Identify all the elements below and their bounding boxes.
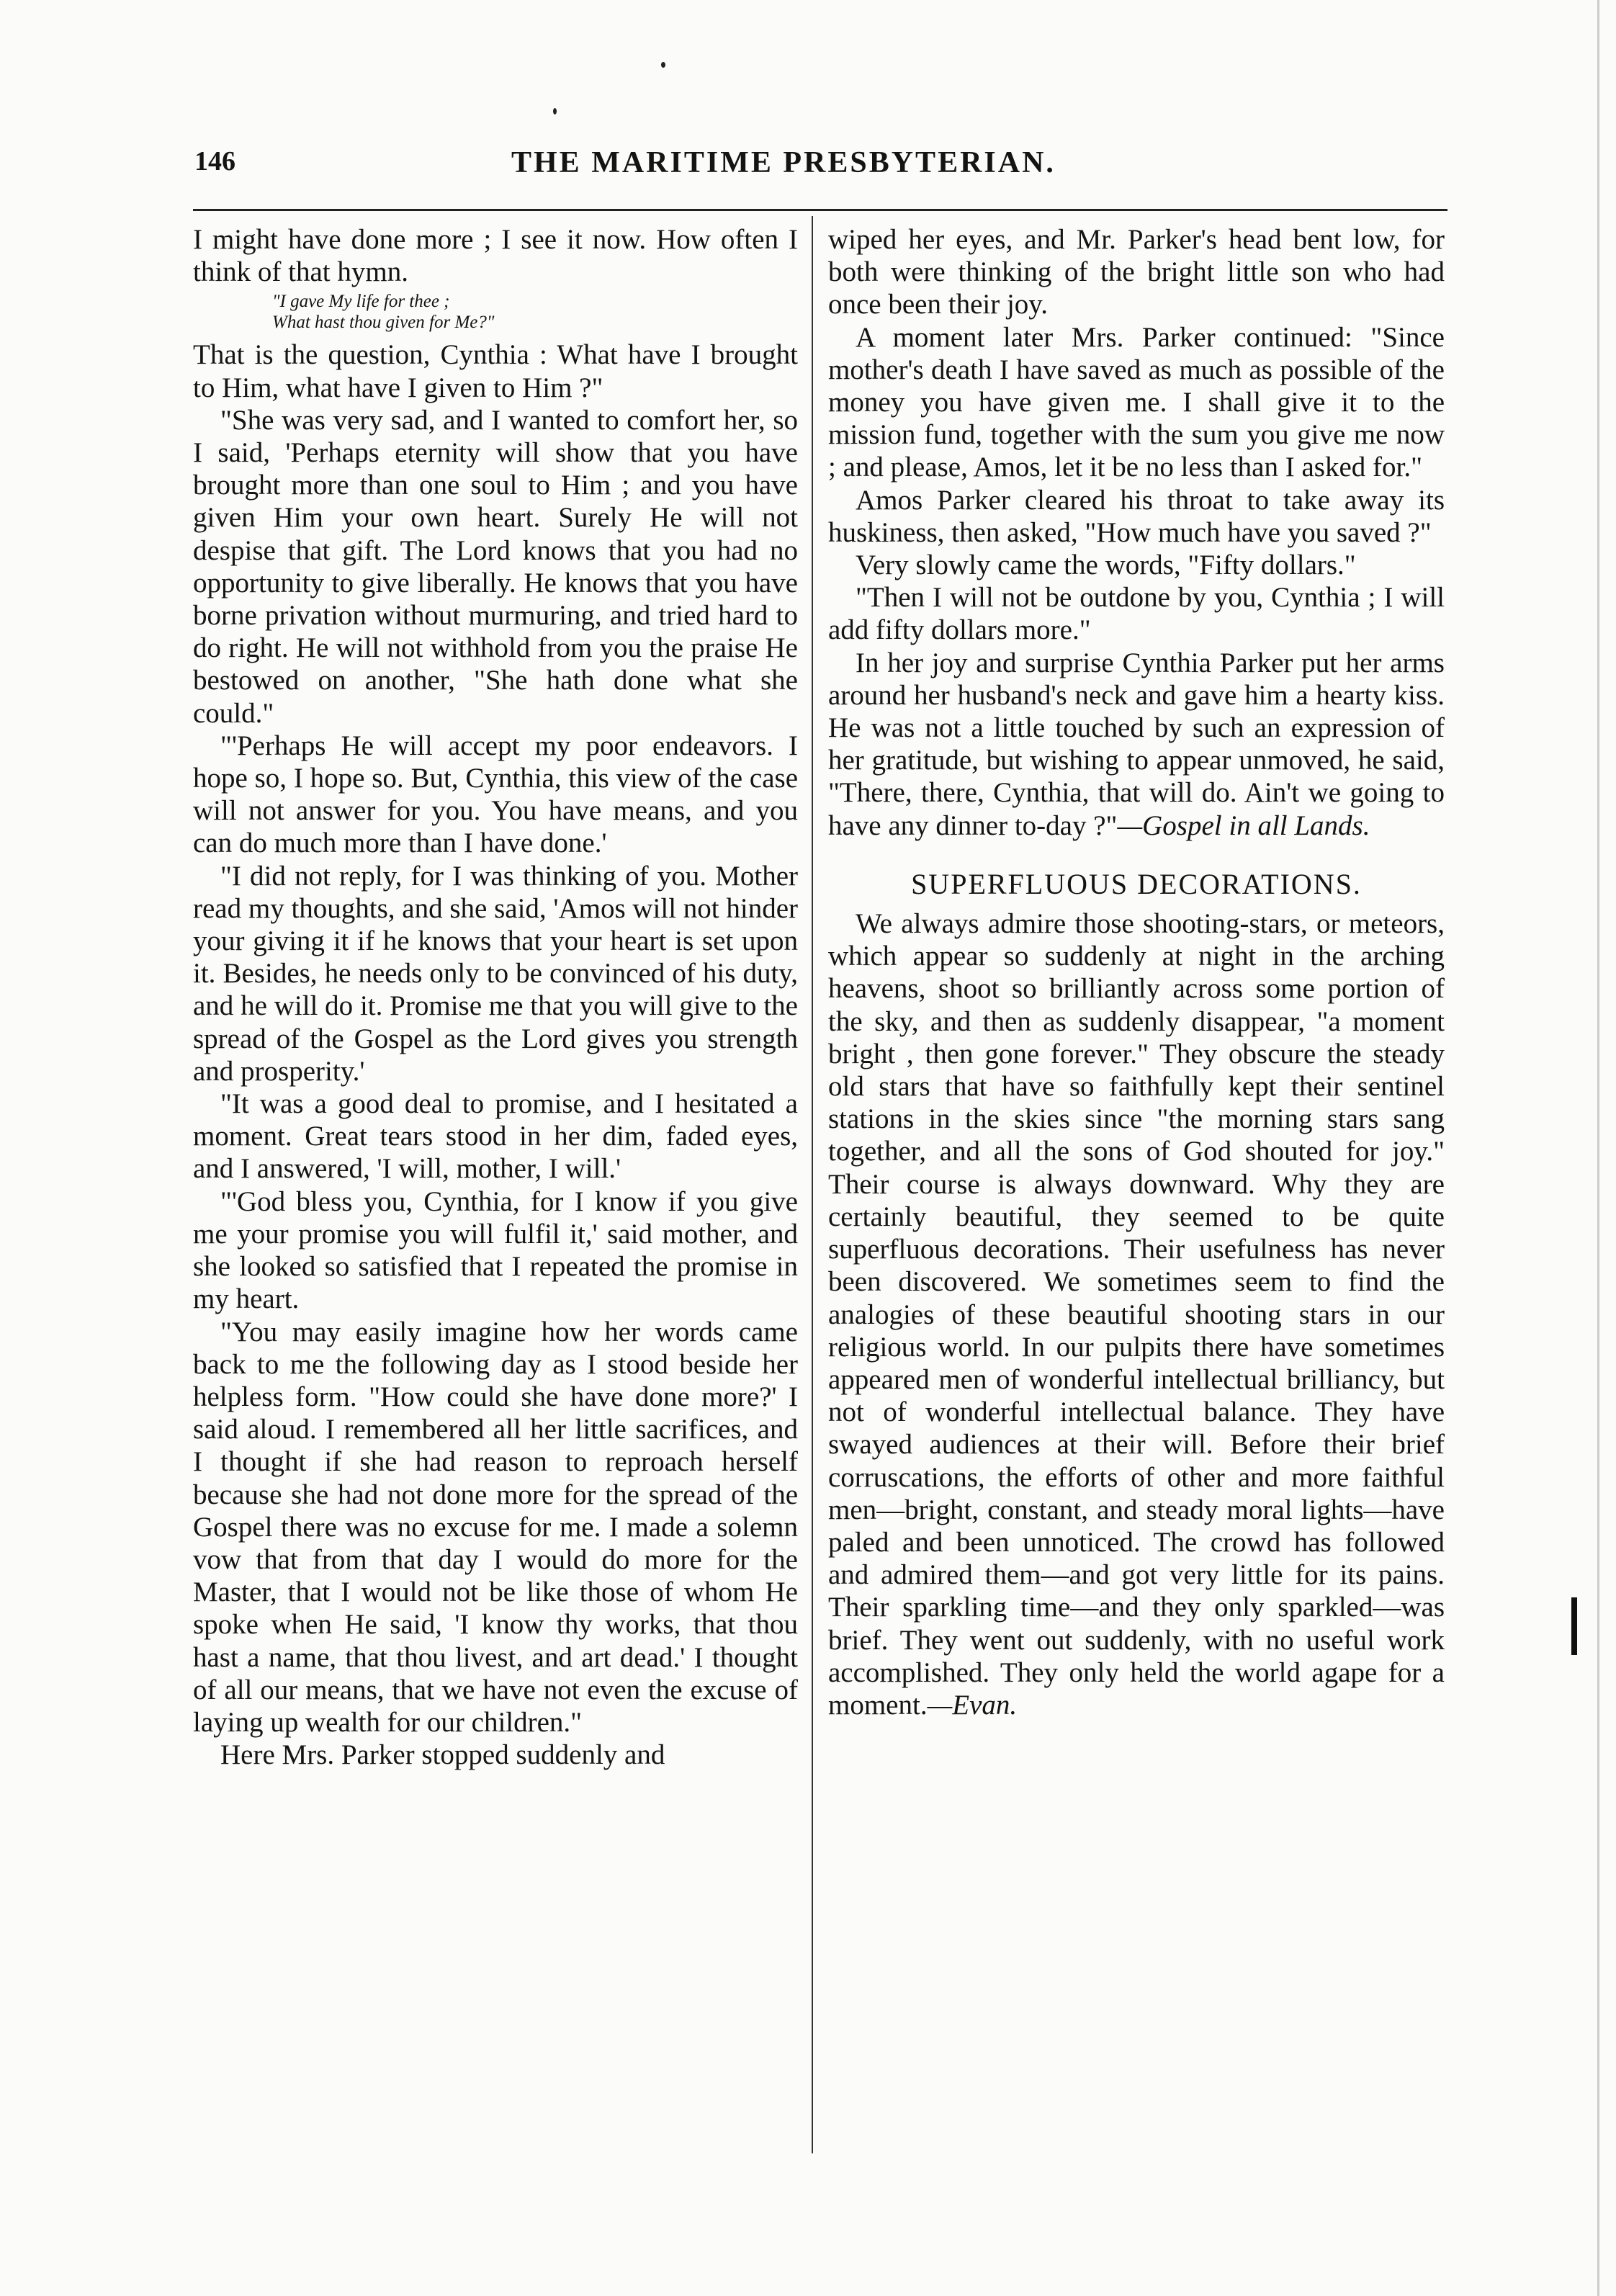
paragraph (828, 647, 1445, 842)
running-title: THE MARITIME PRESBYTERIAN. (511, 146, 1056, 179)
hymn-quote (272, 291, 798, 333)
paragraph: "It was a good deal to promise, and I hesitated a moment. Great tears stood in her dim, faded eyes, and I answered, 'I will, mother, I will.' (193, 1088, 798, 1185)
paragraph-text: We always admire those shooting-stars, or meteors, which appear so suddenly at night in the arching heavens, shoot so brilliantly across some portion of the sky, and then as suddenly disappear, "a moment bright , then gone forever." They obscure the steady old stars that have so faithfully kept their sentinel stations in the skies since "the morning stars sang together, and all the sons of God shouted for joy." Their course is always downward. Why they are certainly beautiful, they seemed to be quite superfluous decorations. Their usefulness has never been discovered. We sometimes seem to find the analogies of these beautiful shooting stars in our religious world. In our pulpits there have sometimes appeared men of wonderful intellectual brilliancy, but not of wonderful intellectual balance. They have swayed audiences at their will. Before their brief corruscations, the efforts of other and more faithful men—bright, constant, and steady moral lights—have paled and been unnoticed. The crowd has followed and admired them—and got very little for its pains. Their sparkling time—and they only sparkled—was brief. They went out suddenly, with no useful work accomplished. They only held the world agape for a moment. (828, 908, 1445, 1721)
paragraph: "Then I will not be outdone by you, Cynthia ; I will add fifty dollars more." (828, 582, 1445, 646)
paragraph: "You may easily imagine how her words came back to me the following day as I stood beside her helpless form. "How could she have done more?' I said aloud. I remembered all her little sacrifices, and I thought if she had reason to reproach herself because she had not done more for the spread of the Gospel there was no excuse for me. I made a solemn vow that from that day I would do more for the Master, that I would not be like those of whom He spoke when He said, 'I know thy works, that thou hast a name, that thou livest, and art dead.' I thought of all our means, that we have not even the excuse of laying up wealth for our children." (193, 1316, 798, 1738)
paragraph: Very slowly came the words, "Fifty dollars." (856, 550, 1356, 581)
paragraph: A moment later Mrs. Parker continued: "Since mother's death I have saved as much as possible of the money you have given me. I shall give it to the mission fund, together with the sum you give me now ; and please, Amos, let it be no less than I asked for." (828, 321, 1445, 483)
paragraph: "'Perhaps He will accept my poor endeavors. I hope so, I hope so. But, Cynthia, this view of the case will not answer for you. You have means, and you can do much more than I have done.' (193, 730, 798, 859)
paragraph (828, 907, 1445, 1721)
source-attribution: —Evan. (927, 1689, 1018, 1721)
page-header (194, 145, 1447, 189)
column-rule (812, 216, 813, 2153)
paragraph: wiped her eyes, and Mr. Parker's head bent low, for both were thinking of the bright little son who had once been their joy. (828, 224, 1445, 320)
paragraph: "I did not reply, for I was thinking of you. Mother read my thoughts, and she said, 'Amos will not hinder your giving it if he knows that your heart is set upon it. Besides, he needs only to be convinced of his duty, and he will do it. Promise me that you will give to the spread of the Gospel as the Lord gives you strength and prosperity.' (193, 860, 799, 1087)
paragraph: I might have done more ; I see it now. How often I think of that hymn. (193, 224, 798, 288)
paragraph: Here Mrs. Parker stopped suddenly and (220, 1739, 665, 1771)
paragraph: "She was very sad, and I wanted to comfort her, so I said, 'Perhaps eternity will show that you have brought more than one soul to Him ; and you have given Him your own heart. Surely He will not despise that gift. The Lord knows that you had no opportunity to give liberally. He knows that you have borne privation without murmuring, and tried hard to do right. He will not withhold from you the praise He bestowed on another, "She hath done what she could." (193, 404, 798, 729)
page-edge (1597, 0, 1599, 2296)
verse-line: "I gave My life for thee ; (272, 292, 450, 312)
section-heading: SUPERFLUOUS DECORATIONS. (911, 867, 1362, 900)
verse-line: What hast thou given for Me?" (272, 313, 495, 333)
paragraph: "'God bless you, Cynthia, for I know if you give me your promise you will fulfil it,' said mother, and she looked so satisfied that I repeated the promise in my heart. (193, 1185, 798, 1315)
paragraph: Amos Parker cleared his throat to take away its huskiness, then asked, "How much have you saved ?" (828, 484, 1445, 548)
header-rule (193, 209, 1447, 211)
page-number: 146 (194, 146, 235, 176)
right-column (828, 223, 1445, 1721)
paragraph-text: In her joy and surprise Cynthia Parker put her arms around her husband's neck and gave him a hearty kiss. He was not a little touched by such an expression of her gratitude, but wishing to appear unmoved, he said, "There, there, Cynthia, that will do. Ain't we going to have any dinner to-day ?" (828, 647, 1445, 841)
paragraph: That is the question, Cynthia : What have I brought to Him, what have I given to Him ?" (193, 339, 798, 403)
binding-mark (1571, 1597, 1577, 1655)
left-column (193, 223, 798, 1771)
source-attribution: —Gospel in all Lands. (1117, 810, 1370, 841)
